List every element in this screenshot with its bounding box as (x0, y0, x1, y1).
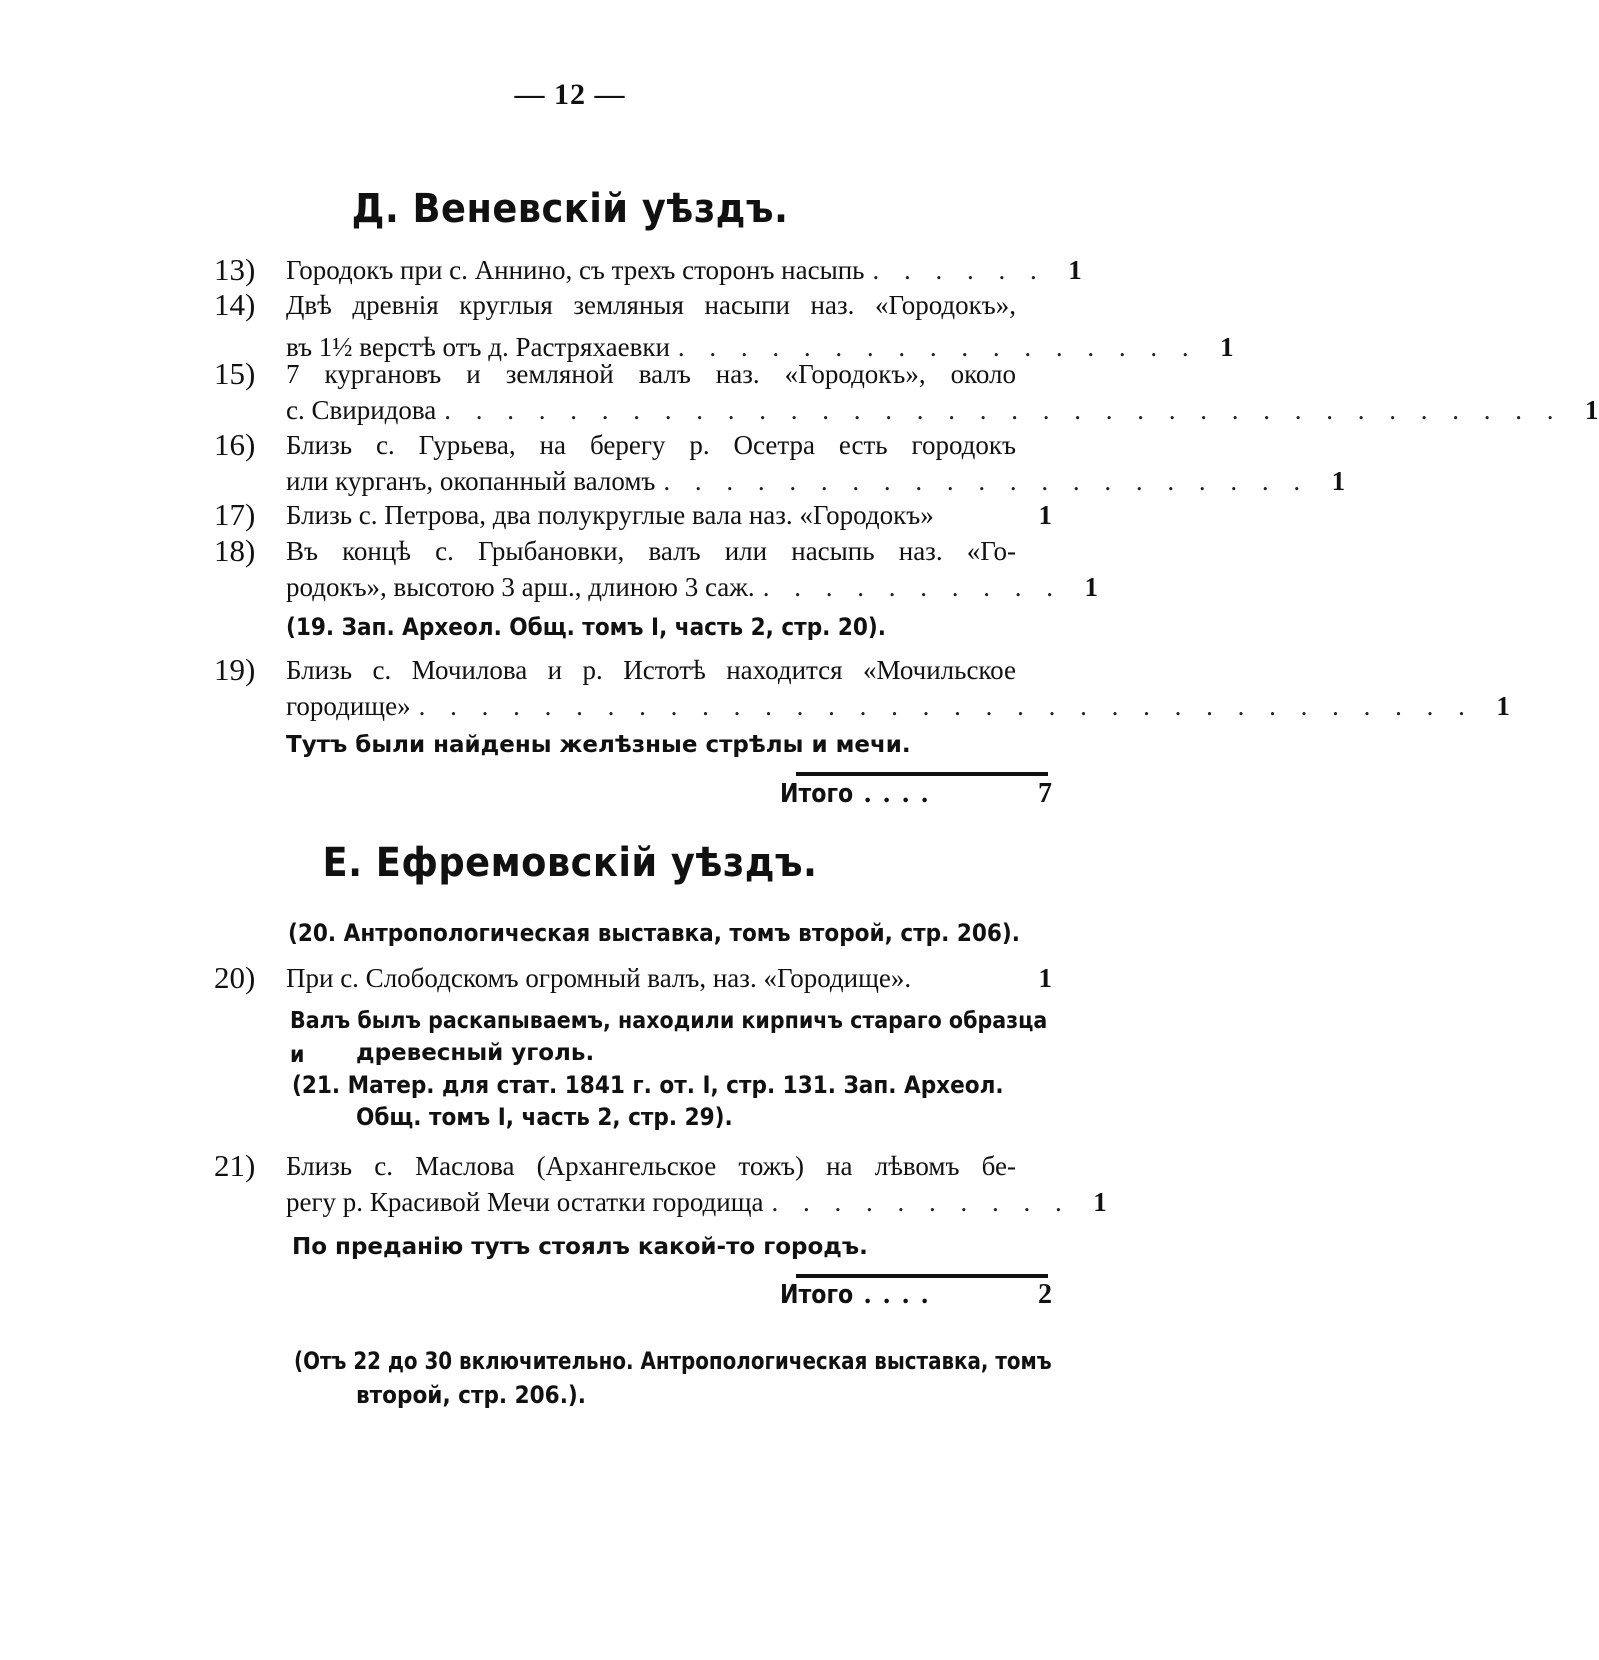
reference-note: (21. Матер. для стат. 1841 г. от. I, стр. 131. Зап. Археол. (292, 1071, 1004, 1099)
list-item (214, 252, 1082, 288)
total-row (780, 1279, 1052, 1311)
section-title-efremov: Е. Ефремовскій уѣздъ. (322, 840, 818, 886)
entry-text: 7 кургановъ и земляной валъ наз. «Городокъ», около (286, 359, 1016, 389)
list-item (214, 533, 1098, 605)
entry-count: 1 (1331, 466, 1346, 496)
leader-dots: . . . . . . . . . . (762, 572, 1062, 602)
reference-note: Общ. томъ I, часть 2, стр. 29). (356, 1103, 733, 1131)
entry-text: или курганъ, окопанный валомъ (286, 466, 656, 496)
total-dots: .... (864, 778, 941, 809)
entry-text: Городокъ при с. Аннино, съ трехъ сторонъ насыпь (286, 255, 865, 285)
entry-count: 1 (1038, 500, 1052, 530)
total-dots: .... (864, 1279, 941, 1310)
entry-count: 1 (1093, 1187, 1107, 1217)
list-item (214, 960, 1052, 996)
leader-dots: . . . . . . . . . . . . . . . . . (677, 332, 1198, 362)
entry-text: городище» (286, 691, 411, 721)
entry-number: 20) (214, 960, 256, 995)
entry-number: 13) (214, 252, 256, 287)
list-item (214, 356, 1599, 428)
page-number: — 12 — (514, 78, 626, 111)
list-item (214, 287, 1234, 365)
total-rule (796, 1274, 1048, 1278)
list-item (214, 427, 1346, 499)
leader-dots: . . . . . . . . . . . . . . . . . . . . . (663, 466, 1310, 496)
total-label: Итого (780, 1280, 854, 1310)
list-item (214, 497, 1052, 533)
entry-number: 21) (214, 1148, 256, 1183)
comment-note: Тутъ были найдены желѣзные стрѣлы и мечи. (286, 732, 911, 758)
reference-note: (19. Зап. Археол. Общ. томъ I, часть 2, стр. 20). (286, 613, 886, 641)
leader-dots: . . . . . . . . . . (771, 1187, 1071, 1217)
entry-number: 15) (214, 356, 256, 391)
leader-dots: . . . . . . . . . . . . . . . . . . . . . . . . . . . . . . . . . . (418, 691, 1474, 721)
entry-count: 1 (1084, 572, 1098, 602)
entry-text: При с. Слободскомъ огромный валъ, наз. «Городище». (286, 963, 912, 993)
total-value: 2 (1038, 1279, 1052, 1310)
comment-note: Валъ былъ раскапываемъ, находили кирпичъ стараго образца и (290, 1008, 1048, 1068)
entry-text: регу р. Красивой Мечи остатки городища (286, 1187, 764, 1217)
comment-note: древесный уголь. (356, 1040, 595, 1066)
entry-number: 17) (214, 497, 256, 532)
total-row (780, 778, 1052, 810)
entry-text: Близь с. Петрова, два полукруглые вала наз. «Городокъ» (286, 500, 934, 530)
entry-count: 1 (1068, 255, 1082, 285)
leader-dots: . . . . . . . . . . . . . . . . . . . . . . . . . . . . . . . . . . . . (444, 395, 1563, 425)
total-value: 7 (1038, 778, 1052, 809)
entry-text: Близь с. Мочилова и р. Истотѣ находится «Мочильское (286, 655, 1016, 685)
list-item (214, 652, 1510, 724)
footer-reference: (Отъ 22 до 30 включительно. Антропологическая выставка, томъ (294, 1347, 1052, 1375)
entry-count: 1 (1038, 963, 1052, 993)
entry-text: Двѣ древнія круглыя земляныя насыпи наз. «Городокъ», (286, 290, 1016, 320)
entry-text: родокъ», высотою 3 арш., длиною 3 саж. (286, 572, 755, 602)
entry-count: 1 (1585, 395, 1599, 425)
list-item (214, 1148, 1107, 1220)
entry-text: Близь с. Гурьева, на берегу р. Осетра есть городокъ (286, 430, 1016, 460)
entry-number: 16) (214, 427, 256, 462)
entry-text: Въ концѣ с. Грыбановки, валъ или насыпь наз. «Го- (286, 536, 1016, 566)
entry-number: 14) (214, 287, 256, 322)
total-label: Итого (780, 779, 854, 809)
entry-count: 1 (1220, 332, 1234, 362)
entry-number: 19) (214, 652, 256, 687)
entry-text: Близь с. Маслова (Архангельское тожъ) на лѣвомъ бе- (286, 1151, 1016, 1181)
section-title-venev: Д. Веневскій уѣздъ. (351, 186, 789, 232)
total-rule (796, 772, 1048, 776)
leader-dots: . . . . . . (872, 255, 1046, 285)
footer-reference: второй, стр. 206.). (356, 1381, 586, 1409)
entry-text: въ 1½ верстѣ отъ д. Растряхаевки (286, 332, 670, 362)
entry-count: 1 (1496, 691, 1510, 721)
entry-text: с. Свиридова (286, 395, 437, 425)
entry-number: 18) (214, 533, 256, 568)
comment-note: По преданію тутъ стоялъ какой-то городъ. (292, 1234, 868, 1260)
reference-note: (20. Антропологическая выставка, томъ второй, стр. 206). (288, 919, 1020, 947)
